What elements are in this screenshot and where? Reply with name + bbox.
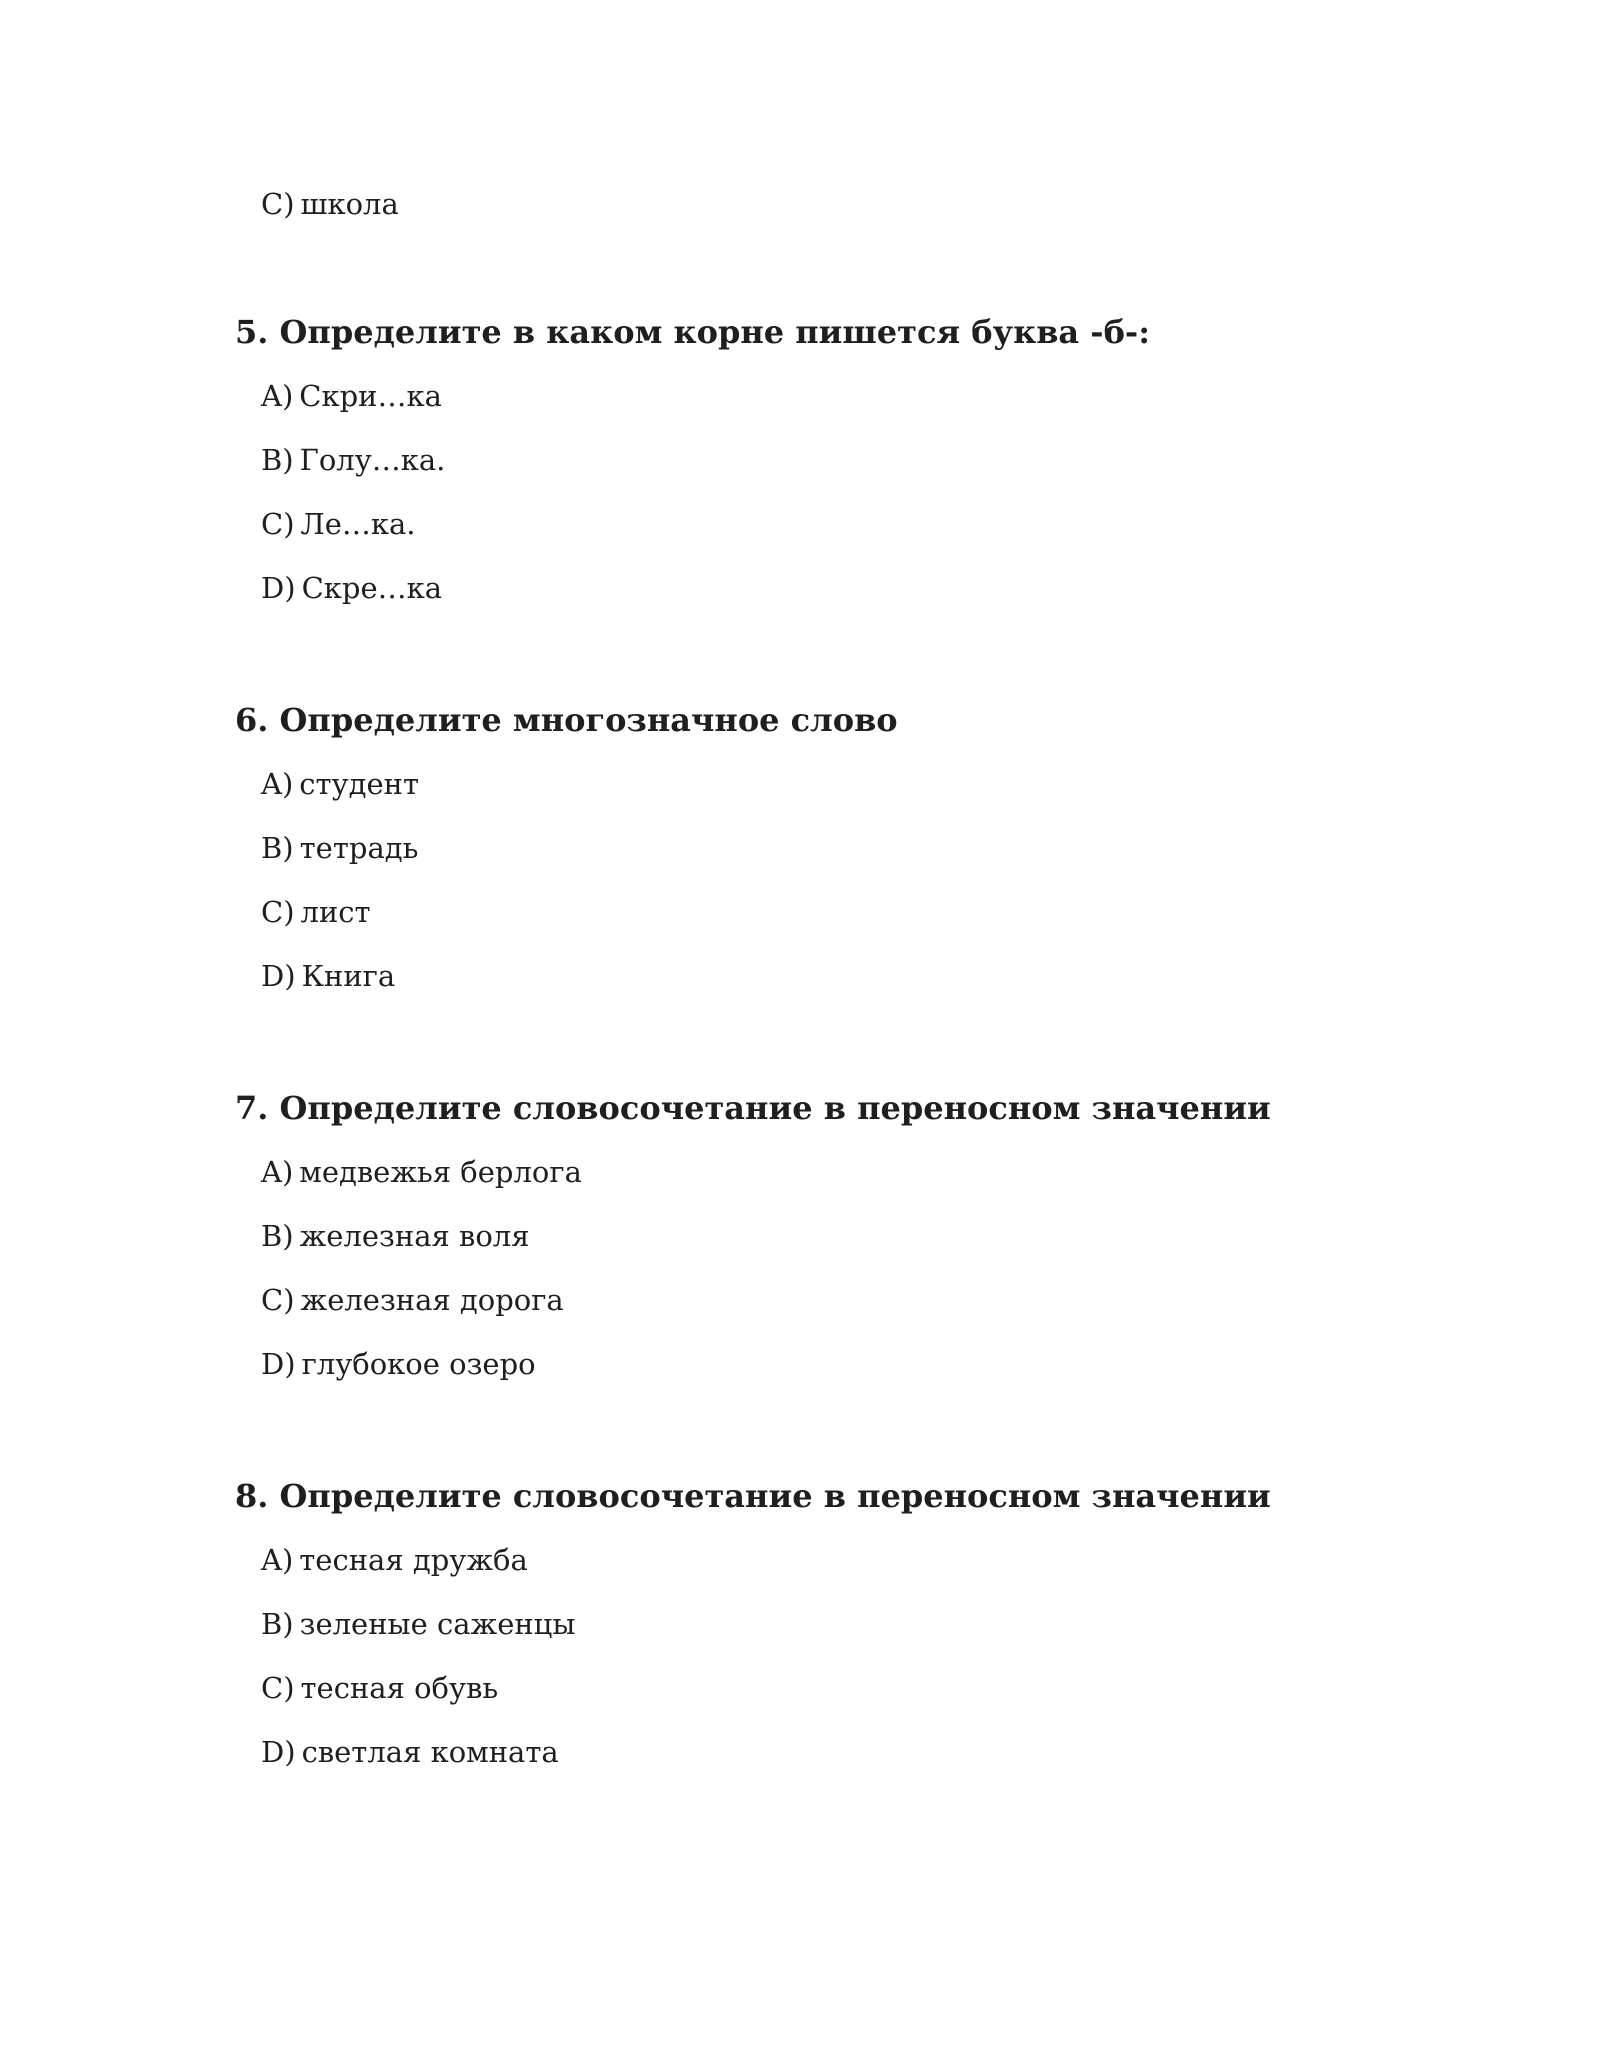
option-d [261, 1732, 1435, 1772]
question-8 [235, 1476, 1435, 1796]
option-b [261, 440, 1435, 480]
option-d [261, 1344, 1435, 1384]
option-text: медвежья берлога [299, 1155, 582, 1189]
question-title: 8. Определите словосочетание в переносном значении [235, 1477, 1271, 1515]
option-d [261, 956, 1435, 996]
option-text: лист [300, 895, 371, 929]
option-d [261, 568, 1435, 608]
option-letter: B) [261, 443, 294, 477]
option-letter: A) [261, 379, 294, 413]
option-text: Скри…ка [299, 379, 442, 413]
option-letter: B) [261, 1607, 294, 1641]
option-letter: B) [261, 1219, 294, 1253]
option-letter: D) [261, 1347, 296, 1381]
option-text: железная дорога [300, 1283, 564, 1317]
option-c [261, 504, 1435, 544]
option-letter: B) [261, 831, 294, 865]
option-letter: C) [261, 895, 295, 929]
option-a [261, 1540, 1435, 1580]
option-letter: A) [261, 767, 294, 801]
option-letter: C) [261, 1283, 295, 1317]
option-text: глубокое озеро [301, 1347, 536, 1381]
option-letter: A) [261, 1543, 294, 1577]
option-text: Книга [301, 959, 396, 993]
option-a [261, 376, 1435, 416]
option-text: светлая комната [301, 1735, 559, 1769]
option-c [261, 1280, 1435, 1320]
question-7 [235, 1088, 1435, 1408]
option-letter: C) [261, 187, 295, 221]
option-b [261, 1604, 1435, 1644]
carryover-option [261, 184, 399, 224]
option-text: школа [300, 187, 399, 221]
option-c [261, 1668, 1435, 1708]
option-text: Ле…ка. [300, 507, 416, 541]
option-letter: D) [261, 1735, 296, 1769]
question-title: 6. Определите многозначное слово [235, 701, 898, 739]
option-text: Голу…ка. [299, 443, 446, 477]
option-text: Скре…ка [301, 571, 443, 605]
question-6 [235, 700, 1435, 1020]
option-b [261, 828, 1435, 868]
option-c [261, 892, 1435, 932]
question-title: 7. Определите словосочетание в переносном значении [235, 1089, 1271, 1127]
option-letter: D) [261, 959, 296, 993]
option-text: железная воля [299, 1219, 530, 1253]
option-letter: C) [261, 1671, 295, 1705]
question-title: 5. Определите в каком корне пишется буква -б-: [235, 313, 1151, 351]
option-letter: C) [261, 507, 295, 541]
question-5 [235, 312, 1435, 632]
option-text: тесная обувь [300, 1671, 499, 1705]
option-text: студент [299, 767, 420, 801]
option-letter: D) [261, 571, 296, 605]
option-letter: A) [261, 1155, 294, 1189]
option-text: зеленые саженцы [299, 1607, 576, 1641]
option-a [261, 764, 1435, 804]
option-text: тесная дружба [299, 1543, 528, 1577]
option-text: тетрадь [299, 831, 419, 865]
option-b [261, 1216, 1435, 1256]
option-a [261, 1152, 1435, 1192]
